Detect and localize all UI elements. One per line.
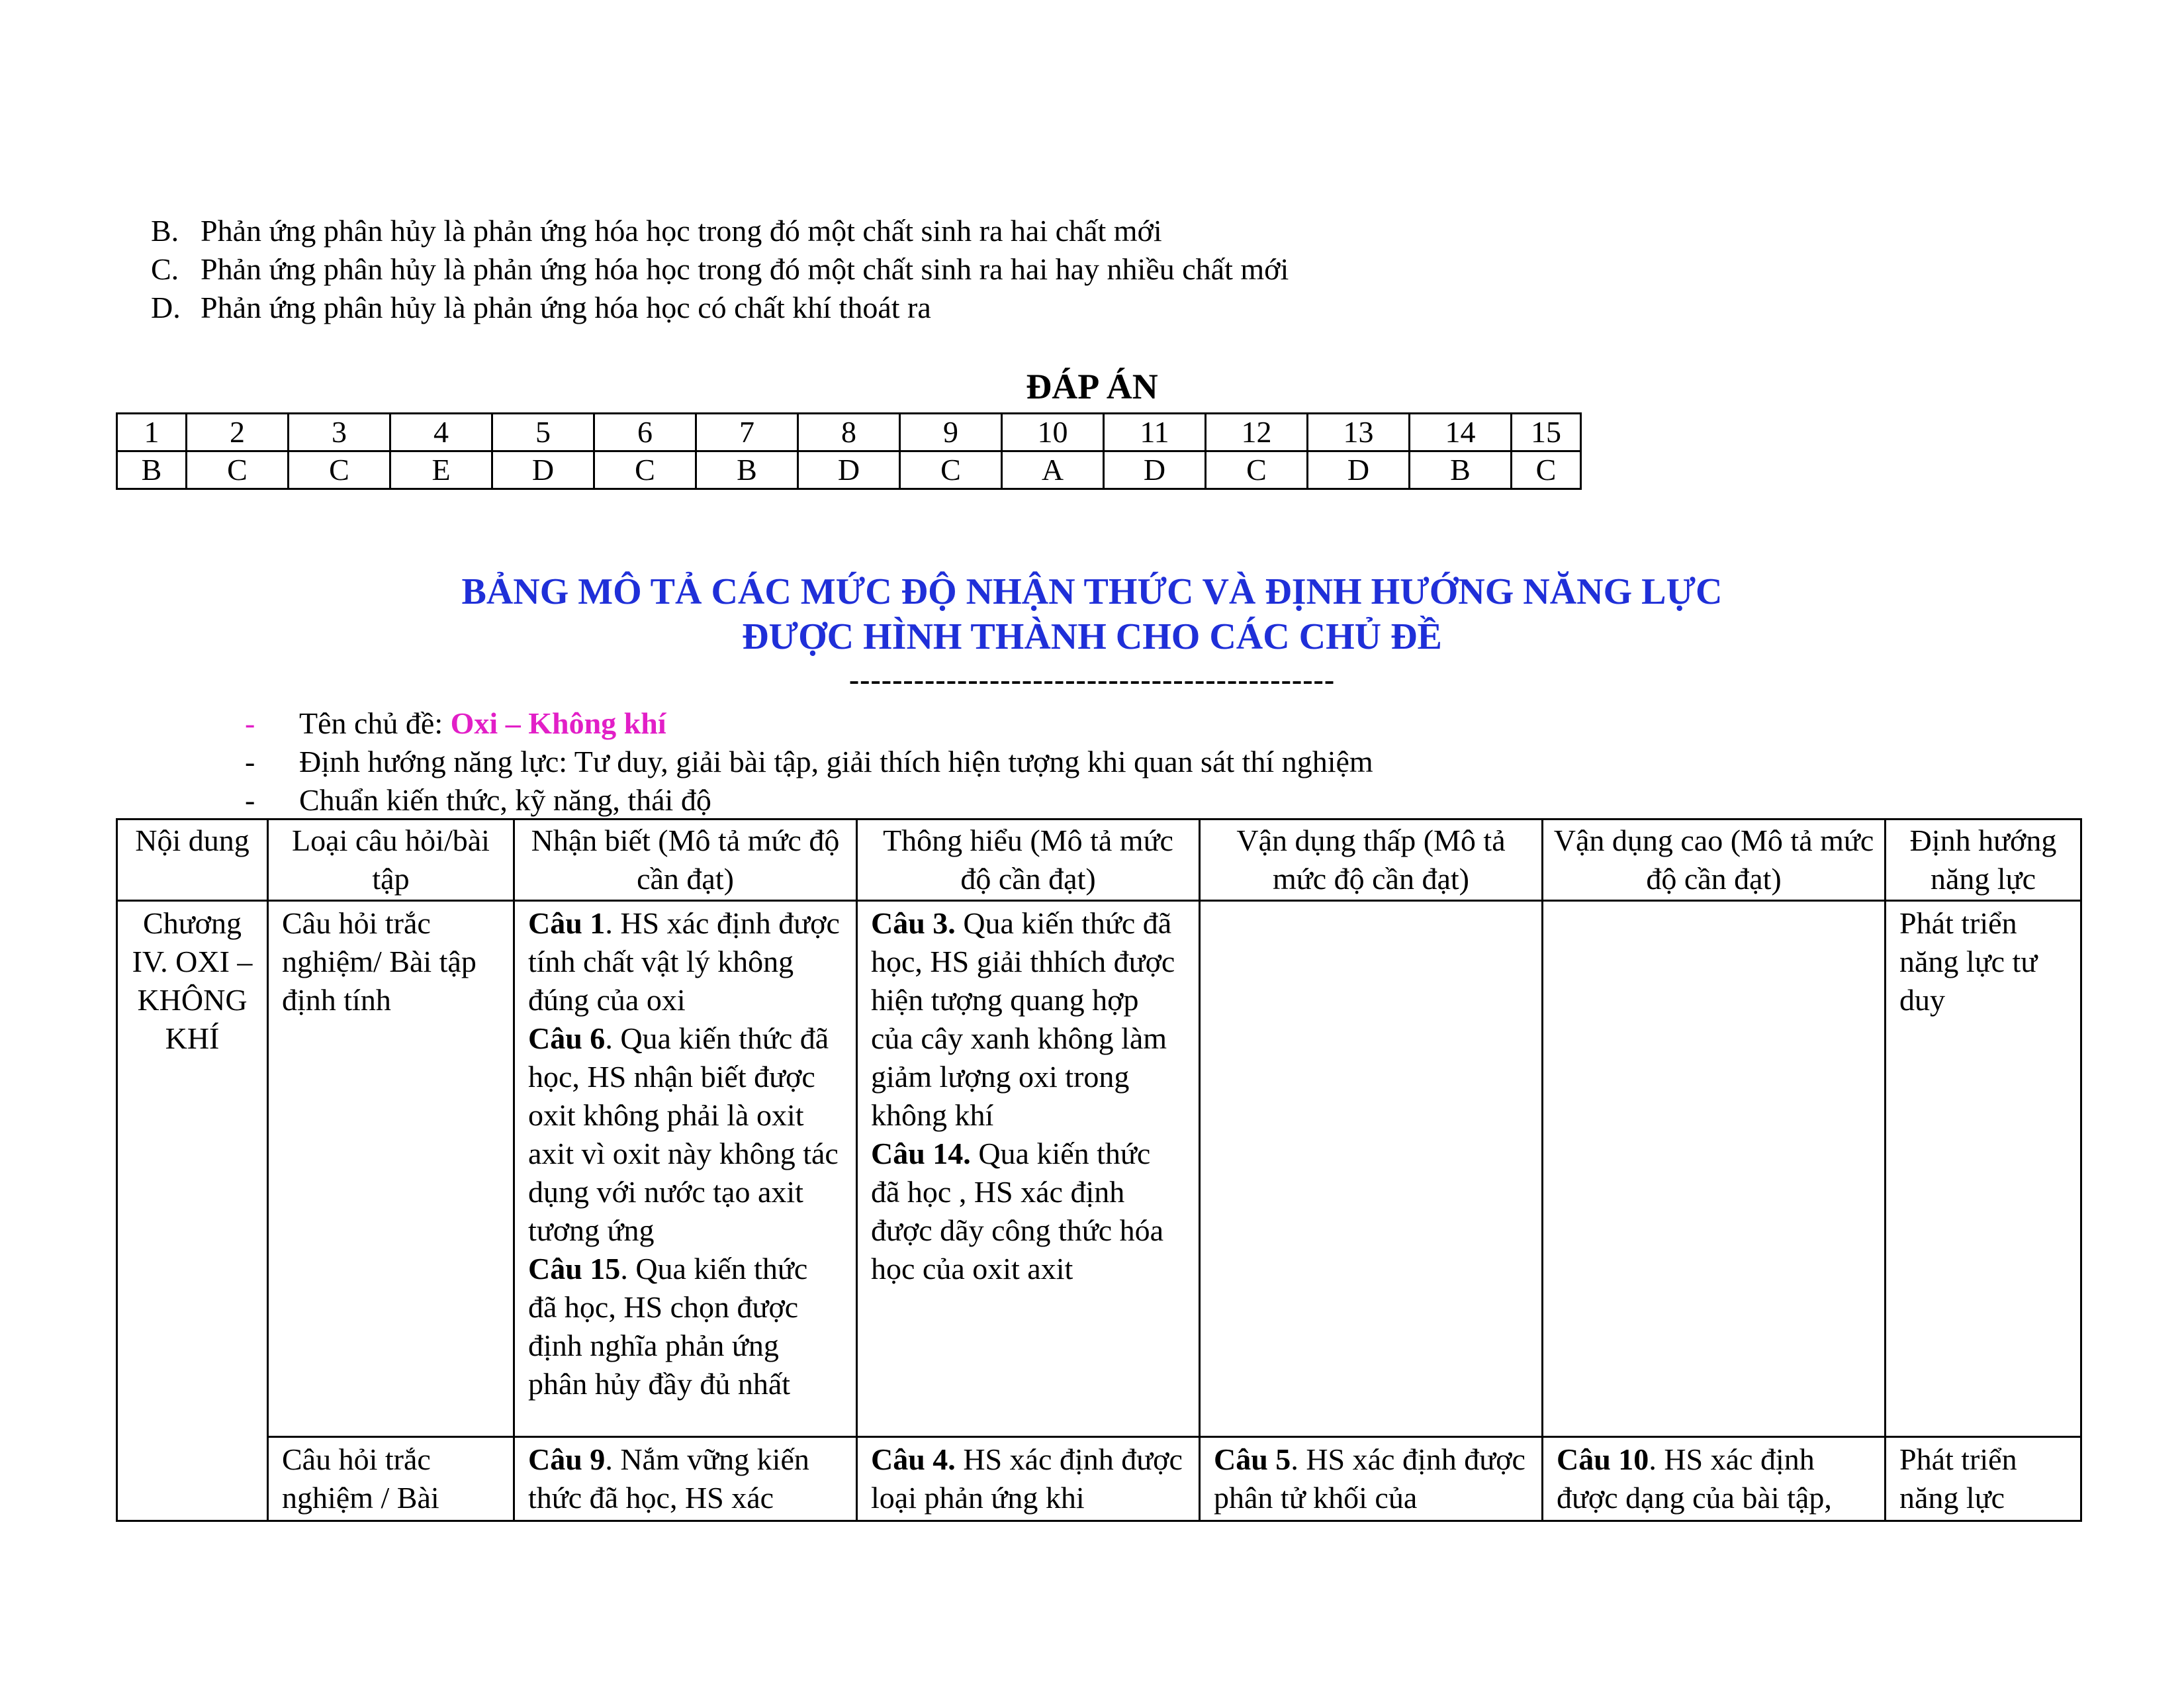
answer-letter-cell: C (187, 451, 289, 489)
answer-number-cell: 12 (1206, 414, 1308, 451)
answer-letter-cell: B (696, 451, 798, 489)
cell-dinh-huong: Phát triển năng lực (1886, 1437, 2081, 1521)
answer-number-row (117, 414, 1581, 451)
option-letter: B. (151, 214, 179, 248)
answer-number-cell: 2 (187, 414, 289, 451)
answer-number-cell: 13 (1308, 414, 1410, 451)
answer-letter-cell: A (1002, 451, 1104, 489)
topic-info (245, 704, 1373, 820)
answer-number-cell: 4 (390, 414, 492, 451)
header-van-dung-cao: Vận dụng cao (Mô tả mức độ cần đạt) (1543, 820, 1886, 901)
option-text: Phản ứng phân hủy là phản ứng hóa học có chất khí thoát ra (201, 291, 931, 324)
matrix-title-line2: ĐƯỢC HÌNH THÀNH CHO CÁC CHỦ ĐỀ (742, 616, 1442, 657)
question-text: Qua kiến thức đã học , HS xác định được dãy công thức hóa học của oxit axit (871, 1137, 1171, 1286)
answer-number-cell: 8 (798, 414, 900, 451)
header-dinh-huong: Định hướng năng lực (1886, 820, 2081, 901)
bullet-dash: - (245, 783, 255, 817)
cell-loai-cau: Câu hỏi trắc nghiệm/ Bài tập định tính (268, 901, 514, 1437)
bullet-dash: - (245, 745, 255, 778)
option-letter: D. (151, 291, 181, 324)
cell-van-dung-cao (1543, 901, 1886, 1437)
cell-loai-cau: Câu hỏi trắc nghiệm / Bài (268, 1437, 514, 1521)
question-label: Câu 5 (1214, 1442, 1291, 1476)
question-text: Qua kiến thức đã học, HS giải thhích được hiện tượng quang hợp của cây xanh không làm giảm lượng oxi trong không khí (871, 906, 1183, 1132)
matrix-title (0, 569, 2184, 659)
cell-dinh-huong: Phát triển năng lực tư duy (1886, 901, 2081, 1437)
separator-line: --------------------------------------------- (848, 663, 1336, 696)
answer-number-cell: 6 (594, 414, 696, 451)
competency-bullet (245, 743, 1373, 781)
answer-letter-cell: C (594, 451, 696, 489)
matrix-title-line1: BẢNG MÔ TẢ CÁC MỨC ĐỘ NHẬN THỨC VÀ ĐỊNH HƯỚNG NĂNG LỰC (461, 571, 1723, 612)
answer-key-title: ĐÁP ÁN (1026, 367, 1158, 406)
question-text: . HS xác định được tính chất vật lý không đúng của oxi (528, 906, 840, 1017)
cell-nhan-biet (514, 901, 857, 1437)
matrix-row-1 (117, 901, 2081, 1437)
answer-letter-cell: E (390, 451, 492, 489)
answer-letter-cell: D (492, 451, 594, 489)
option-text: Phản ứng phân hủy là phản ứng hóa học trong đó một chất sinh ra hai hay nhiều chất mới (201, 252, 1289, 286)
option-c (151, 250, 1289, 289)
header-van-dung-thap: Vận dụng thấp (Mô tả mức độ cần đạt) (1200, 820, 1543, 901)
question-label: Câu 1 (528, 906, 606, 940)
cell-noi-dung: Chương IV. OXI – KHÔNG KHÍ (117, 901, 268, 1521)
matrix-row-2 (117, 1437, 2081, 1521)
option-d (151, 289, 1289, 327)
answer-number-cell: 1 (117, 414, 187, 451)
standards-bullet (245, 781, 1373, 820)
question-text: . HS xác định được dạng của bài tập, (1557, 1442, 1832, 1515)
matrix-header-row (117, 820, 2081, 901)
question-label: Câu 4. (871, 1442, 956, 1476)
answer-letter-cell: B (1410, 451, 1512, 489)
question-text: . Nắm vững kiến thức đã học, HS xác (528, 1442, 809, 1515)
cell-van-dung-thap (1200, 901, 1543, 1437)
answer-key-table (116, 412, 1582, 490)
answer-letter-cell: C (289, 451, 390, 489)
topic-value: Oxi – Không khí (450, 706, 666, 740)
cognitive-matrix-table (116, 818, 2082, 1522)
option-text: Phản ứng phân hủy là phản ứng hóa học trong đó một chất sinh ra hai chất mới (201, 214, 1162, 248)
question-text: . HS xác định được phân tử khối của (1214, 1442, 1525, 1515)
competency-text: Định hướng năng lực: Tư duy, giải bài tập, giải thích hiện tượng khi quan sát thí nghiệm (299, 745, 1373, 778)
cell-thong-hieu (857, 901, 1200, 1437)
question-label: Câu 15 (528, 1252, 621, 1286)
answer-number-cell: 14 (1410, 414, 1512, 451)
question-label: Câu 14. (871, 1137, 971, 1170)
answer-number-cell: 7 (696, 414, 798, 451)
header-loai-cau: Loại câu hỏi/bài tập (268, 820, 514, 901)
answer-number-cell: 3 (289, 414, 390, 451)
question-text: . Qua kiến thức đã học, HS nhận biết được oxit không phải là oxit axit vì oxit này không tác dụng với nước tạo axit tương ứng (528, 1021, 839, 1247)
option-b (151, 212, 1289, 250)
header-thong-hieu: Thông hiểu (Mô tả mức độ cần đạt) (857, 820, 1200, 901)
answer-number-cell: 5 (492, 414, 594, 451)
answer-letter-cell: B (117, 451, 187, 489)
question-label: Câu 10 (1557, 1442, 1649, 1476)
question-text: HS xác định được loại phản ứng khi (871, 1442, 1191, 1515)
topic-bullet (245, 704, 1373, 743)
answer-number-cell: 10 (1002, 414, 1104, 451)
answer-number-cell: 11 (1104, 414, 1206, 451)
cell-van-dung-cao (1543, 1437, 1886, 1521)
answer-letter-cell: C (1206, 451, 1308, 489)
bullet-dash: - (245, 706, 255, 740)
question-label: Câu 6 (528, 1021, 606, 1055)
answer-number-cell: 15 (1512, 414, 1581, 451)
answer-letter-row (117, 451, 1581, 489)
option-letter: C. (151, 252, 179, 286)
standards-text: Chuẩn kiến thức, kỹ năng, thái độ (299, 783, 711, 817)
cell-nhan-biet (514, 1437, 857, 1521)
answer-letter-cell: C (1512, 451, 1581, 489)
answer-letter-cell: D (798, 451, 900, 489)
question-text: . Qua kiến thức đã học, HS chọn được định nghĩa phản ứng phân hủy đầy đủ nhất (528, 1252, 808, 1401)
header-nhan-biet: Nhận biết (Mô tả mức độ cần đạt) (514, 820, 857, 901)
cell-thong-hieu (857, 1437, 1200, 1521)
question-label: Câu 9 (528, 1442, 606, 1476)
answer-number-cell: 9 (900, 414, 1002, 451)
answer-options (151, 212, 1289, 327)
answer-letter-cell: C (900, 451, 1002, 489)
topic-label: Tên chủ đề: (299, 706, 451, 740)
answer-letter-cell: D (1104, 451, 1206, 489)
question-label: Câu 3. (871, 906, 956, 940)
answer-letter-cell: D (1308, 451, 1410, 489)
header-noi-dung: Nội dung (117, 820, 268, 901)
cell-van-dung-thap (1200, 1437, 1543, 1521)
